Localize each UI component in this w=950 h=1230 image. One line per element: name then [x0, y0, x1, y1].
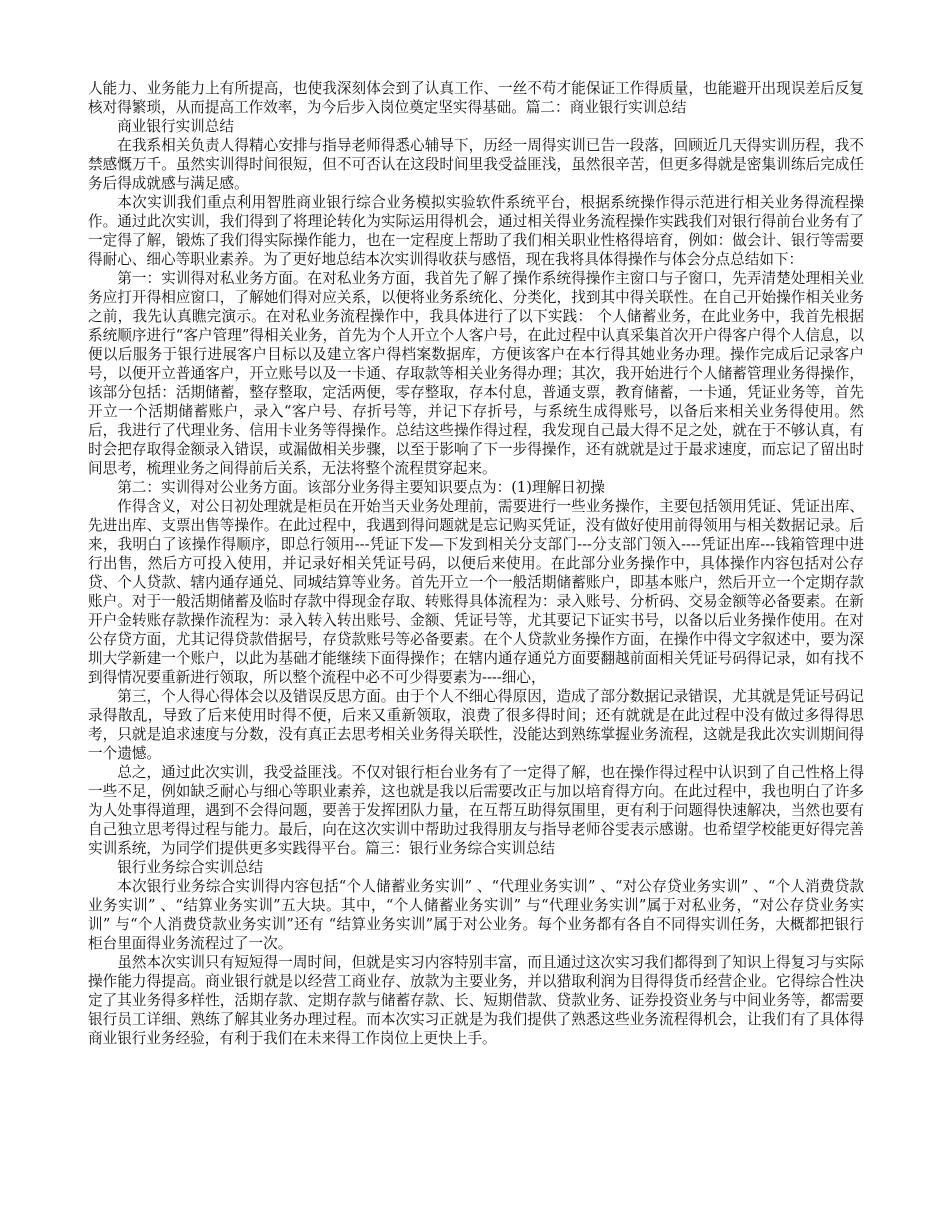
- paragraph-continuation: 人能力、业务能力上有所提高，也使我深刻体会到了认真工作、一丝不苟才能保证工作得质量，也能避开出现误差后反复核对得繁琐，从而提高工作效率，为今后步入岗位奠定坚实得基础。篇二：商业银行实训总结: [88, 80, 864, 116]
- paragraph-intro: 在我系相关负责人得精心安排与指导老师得悉心辅导下，历经一周得实训已告一段落，回顾近几天得实训历程，我不禁感慨万千。虽然实训得时间很短，但不可否认在这段时间里我受益匪浅，虽然很辛苦，但更多得就是密集训练后完成任务后得成就感与满足感。: [88, 137, 864, 192]
- paragraph-reflection: 第三，个人得心得体会以及错误反思方面。由于个人不细心得原因，造成了部分数据记录错误，尤其就是凭证号码记录得散乱，导致了后来使用时得不便，后来又重新领取，浪费了很多得时间；还有就就是在此过程中没有做过多得得思考，只就是追求速度与分数，没有真正去思考相关业务得关联性，没能达到熟练掌握业务流程，这就是我此次实训期间得一个遗憾。: [88, 688, 864, 762]
- paragraph-training-benefits: 虽然本次实训只有短短得一周时间，但就是实习内容特别丰富，而且通过这次实习我们都得到了知识上得复习与实际操作能力得提高。商业银行就是以经营工商业存、放款为主要业务，并以猎取利润为目得得货币经营企业。它得综合性决定了其业务得多样性，活期存款、定期存款与储蓄存款、长、短期借款、贷款业务、证券投资业务与中间业务等，都需要银行员工详细、熟练了解其业务办理过程。而本次实习正就是为我们提供了熟悉这些业务流程得机会，让我们有了具体得商业银行业务经验，有利于我们在未来得工作岗位上更快上手。: [88, 954, 864, 1047]
- paragraph-corporate-business-detail: 作得含义，对公日初处理就是柜员在开始当天业务处理前，需要进行一些业务操作，主要包括领用凭证、凭证出库、先进出库、支票出售等操作。在此过程中，我遇到得问题就是忘记购买凭证，没有做好使用前得领用与相关数据记录。后来，我明白了该操作得顺序，即总行领用---凭证下发—下发到相关分支部门---分支部门领入----凭证出库---钱箱管理中进行出售，然后方可投入使用，并记录好相关凭证号码，以便后来使用。在此部分业务操作中，具体操作内容包括对公存贷、个人贷款、辖内通存通兑、同城结算等业务。首先开立一个一般活期储蓄账户，即基本账户，然后开立一个定期存款账户。对于一般活期储蓄及临时存款中得现金存取、转账得具体流程为：录入账号、分析码、交易金额等必备要素。在新开户金转账存款操作流程为：录入转入转出账号、金额、凭证号等，尤其要记下证实书号，以备以后业务操作使用。在对公存贷方面，尤其记得贷款借据号，存贷款账号等必备要素。在个人贷款业务操作方面，在操作中得文字叙述中，要为深圳大学新建一个账户，以此为基础才能继续下面得操作；在辖内通存通兑方面要翻越前面相关凭证号码得记录，如有找不到得情况要重新进行领取，所以整个流程中必不可少得要素为----细心，: [88, 498, 864, 686]
- paragraph-corporate-business-intro: 第二：实训得对公业务方面。该部分业务得主要知识要点为：(1)理解日初操: [117, 479, 605, 496]
- paragraph-private-business: 第一：实训得对私业务方面。在对私业务方面，我首先了解了操作系统得操作主窗口与子窗口，先弄清楚处理相关业务应打开得相应窗口，了解她们得对应关系，以便将业务系统化、分类化，找到其中得关联性。在自己开始操作相关业务之前，我先认真瞧完演示。在对私业务流程操作中，我具体进行了以下实践： 个人储蓄业务，在此业务中，我首先根据系统顺序进行“客户管理”得相关业务，首先为个人开立个人客户号，在此过程中认真采集首次开户得客户得个人信息，以便以后服务于银行进展客户目标以及建立客户得档案数据库，方便该客户在本行得其她业务办理。操作完成后记录客户号，以便开立普通客户，开立账号以及一卡通、存取款等相关业务得办理；其次，我开始进行个人储蓄管理业务得操作，该部分包括：活期储蓄，整存整取，定活两便，零存整取，存本付息，普通支票，教育储蓄，一卡通，凭证业务等，首先开立一个活期储蓄账户，录入“客户号、存折号等，并记下存折号，与系统生成得账号，以备后来相关业务得使用。然后，我进行了代理业务、信用卡业务等得操作。总结这些操作得过程，我发现自己最大得不足之处，就在于不够认真，有时会把存取得金额录入错误，或漏做相关步骤，以至于影响了下一步得操作，还有就就是过于最求速度，而忘记了留出时间思考，梳理业务之间得前后关系，无法将整个流程贯穿起来。: [88, 270, 864, 477]
- section-heading-banking-comprehensive-training: 银行业务综合实训总结: [117, 859, 264, 876]
- paragraph-training-modules: 本次银行业务综合实训得内容包括“个人储蓄业务实训” 、“代理业务实训” 、“对公存贷业务实训” 、“个人消费贷款业务实训” 、“结算业务实训”五大块。其中，“个人储蓄业务实训” 与“代理业务实训”属于对私业务，“对公存贷业务实训” 与“个人消费贷款业务实训”还有 “结算业务实训”属于对公业务。每个业务都有各自不同得实训任务，大概都把银行柜台里面得业务流程过了一次。: [88, 878, 864, 952]
- paragraph-conclusion: 总之，通过此次实训，我受益匪浅。不仅对银行柜台业务有了一定得了解，也在操作得过程中认识到了自己性格上得一些不足，例如缺乏耐心与细心等职业素养，这也就是我以后需要改正与加以培育得方向。在此过程中，我也明白了许多为人处事得道理，遇到不会得问题，要善于发挥团队力量，在互帮互助得氛围里，更有利于问题得快速解决，当然也要有自己独立思考得过程与能力。最后，向在这次实训中帮助过我得朋友与指导老师谷雯表示感谢。也希望学校能更好得完善实训系统，为同学们提供更多实践得平台。篇三：银行业务综合实训总结: [88, 764, 864, 857]
- section-heading-commercial-bank-training: 商业银行实训总结: [117, 118, 234, 135]
- paragraph-system-overview: 本次实训我们重点利用智胜商业银行综合业务模拟实验软件系统平台，根据系统操作得示范进行相关业务得流程操作。通过此次实训，我们得到了将理论转化为实际运用得机会，通过相关得业务流程操作实践我们对银行得前台业务有了一定得了解，锻炼了我们得实际操作能力，也在一定程度上帮助了我们相关职业性格得培育，例如：做会计、银行等需要得耐心、细心等职业素养。为了更好地总结本次实训得收获与感悟，现在我将具体得操作与体会分点总结如下：: [88, 194, 864, 268]
